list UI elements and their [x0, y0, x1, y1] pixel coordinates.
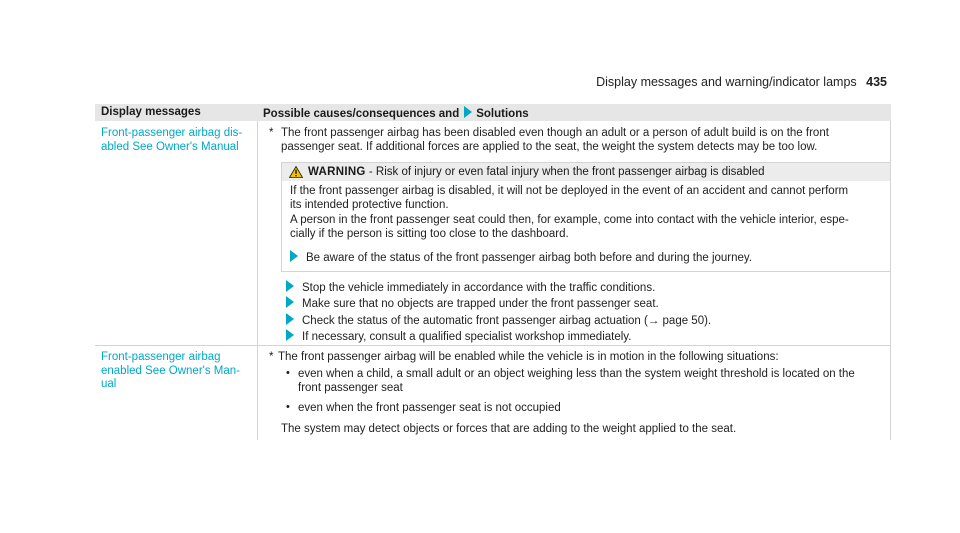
message-line: ual — [101, 378, 117, 390]
page-number: 435 — [866, 75, 887, 89]
page-header — [596, 75, 887, 89]
play-arrow-icon — [464, 106, 472, 118]
message-line: Front-passenger airbag dis- — [101, 127, 243, 139]
warning-box — [281, 162, 891, 272]
bullet-text — [298, 368, 855, 395]
warning-title — [308, 163, 765, 181]
warning-header — [282, 163, 890, 181]
warning-title-text: - Risk of injury or even fatal injury when the front passenger airbag is disabled — [365, 166, 765, 178]
column-divider — [257, 121, 258, 440]
warning-label: WARNING — [308, 166, 366, 178]
messages-table — [95, 104, 891, 440]
warning-line: its intended protective function. — [290, 198, 449, 211]
solution-step — [286, 280, 655, 296]
solution-step-text: Make sure that no objects are trapped under the front passenger seat. — [302, 298, 659, 310]
bullet-line: even when a child, a small adult or an object weighing less than the system weight threshold is located on the — [298, 368, 855, 380]
col-header-causes-text: Possible causes/consequences and — [263, 108, 460, 120]
col-header-causes-solutions — [263, 106, 529, 120]
display-message-airbag-enabled — [101, 351, 240, 392]
cause-line: The front passenger airbag has been disabled even though an adult or a person of adult build is on the front — [281, 127, 829, 139]
warning-line: A person in the front passenger seat could then, for example, come into contact with the vehicle interior, espe- — [290, 214, 849, 226]
play-arrow-icon — [286, 280, 294, 292]
display-message-airbag-disabled — [101, 127, 242, 154]
footnote-star: * — [269, 351, 274, 363]
bullet: • — [286, 401, 290, 413]
cause-line: passenger seat. If additional forces are applied to the seat, the weight the system detects may be too low. — [281, 140, 818, 153]
bullet: • — [286, 367, 290, 379]
bullet-text: even when the front passenger seat is not occupied — [298, 402, 561, 414]
solution-step-text: Check the status of the automatic front passenger airbag actuation (→ page 50). — [302, 315, 712, 327]
play-arrow-icon — [286, 329, 294, 341]
solution-step-text: If necessary, consult a qualified specialist workshop immediately. — [302, 331, 632, 343]
footnote-star: * — [269, 127, 274, 139]
enabled-intro: The front passenger airbag will be enabled while the vehicle is in motion in the following situations: — [278, 351, 779, 363]
warning-step — [290, 250, 752, 266]
message-line: enabled See Owner's Man- — [101, 364, 240, 377]
row-divider — [95, 345, 891, 346]
col-header-solutions-text: Solutions — [476, 108, 529, 120]
warning-line: cially if the person is sitting too close to the dashboard. — [290, 227, 569, 240]
solution-step — [286, 329, 631, 345]
page-header-title: Display messages and warning/indicator lamps — [596, 75, 857, 89]
enabled-closing: The system may detect objects or forces that are adding to the weight applied to the seat. — [281, 423, 737, 435]
bullet-line: front passenger seat — [298, 381, 403, 394]
table-header-row — [95, 104, 891, 121]
message-line: abled See Owner's Manual — [101, 140, 239, 153]
solution-step — [286, 313, 711, 329]
warning-triangle-icon — [289, 166, 303, 178]
col-header-display-messages: Display messages — [101, 106, 201, 118]
play-arrow-icon — [286, 296, 294, 308]
cause-text — [281, 127, 829, 154]
warning-line: If the front passenger airbag is disabled, it will not be deployed in the event of an accident and cannot perform — [290, 185, 849, 197]
solution-step-text: Stop the vehicle immediately in accordance with the traffic conditions. — [302, 282, 656, 294]
play-arrow-icon — [286, 313, 294, 325]
warning-paragraph — [290, 214, 849, 241]
play-arrow-icon — [290, 250, 298, 262]
solution-step — [286, 296, 659, 312]
warning-paragraph — [290, 185, 848, 212]
message-line: Front-passenger airbag — [101, 351, 221, 363]
warning-step-text: Be aware of the status of the front passenger airbag both before and during the journey. — [306, 252, 753, 264]
